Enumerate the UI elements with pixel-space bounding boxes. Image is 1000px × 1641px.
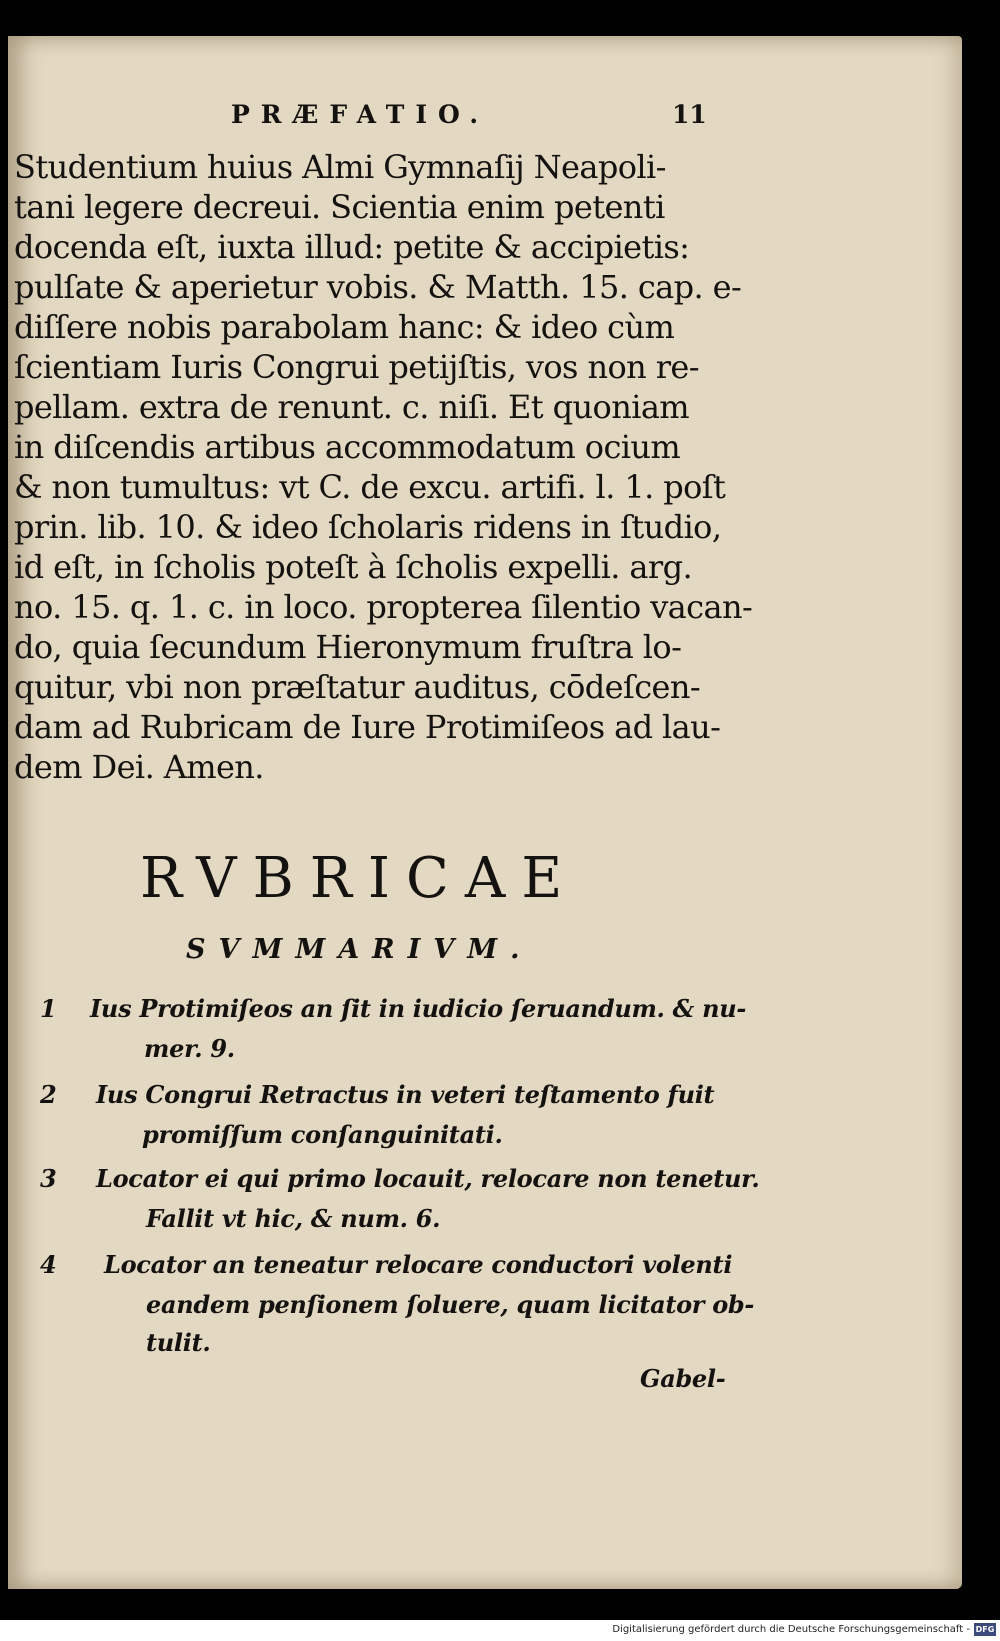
summary-item-line: Locator ei qui primo locauit, relocare non tenetur.	[96, 1164, 760, 1193]
dfg-logo: DFG	[975, 1625, 995, 1634]
body-line: diſſere nobis parabolam hanc: & ideo cùm	[14, 308, 675, 346]
summary-item-line: Ius Protimiſeos an ſit in iudicio ſeruandum. & nu-	[90, 994, 747, 1023]
running-title: PRÆFATIO.	[230, 100, 490, 129]
body-line: pellam. extra de renunt. c. niſi. Et quoniam	[14, 388, 690, 426]
summary-item-line: tulit.	[146, 1328, 211, 1357]
summary-item-line: Ius Congrui Retractus in veteri teſtamento fuit	[96, 1080, 715, 1109]
summary-item-number: 2	[40, 1080, 57, 1109]
summary-item-line: eandem penſionem ſoluere, quam licitator ob-	[146, 1290, 755, 1319]
body-line: prin. lib. 10. & ideo ſcholaris ridens in ſtudio,	[14, 508, 722, 546]
catchword: Gabel-	[640, 1364, 726, 1393]
summary-item-line: Locator an teneatur relocare conductori volenti	[104, 1250, 733, 1279]
summary-item-number: 1	[40, 994, 57, 1023]
summary-item-line: Fallit vt hic, & num. 6.	[146, 1204, 441, 1233]
body-line: dam ad Rubricam de Iure Protimiſeos ad lau-	[14, 708, 721, 746]
body-line: docenda eſt, iuxta illud: petite & accipietis:	[14, 228, 690, 266]
summary-heading: SVMMARIVM.	[186, 934, 533, 965]
body-line: Studentium huius Almi Gymnaſij Neapoli-	[14, 148, 666, 186]
summary-item-line: mer. 9.	[144, 1034, 235, 1063]
body-line: dem Dei. Amen.	[14, 748, 264, 786]
body-line: & non tumultus: vt C. de excu. artifi. l. 1. poſt	[14, 468, 726, 506]
rubric-heading: RVBRICAE	[140, 846, 579, 911]
body-line: do, quia ſecundum Hieronymum fruſtra lo-	[14, 628, 682, 666]
body-line: no. 15. q. 1. c. in loco. propterea ſilentio vacan-	[14, 588, 753, 626]
body-line: tani legere decreui. Scientia enim petenti	[14, 188, 665, 226]
body-line: pulſate & aperietur vobis. & Matth. 15. cap. e-	[14, 268, 742, 306]
summary-item-number: 3	[40, 1164, 57, 1193]
summary-item-number: 4	[40, 1250, 57, 1279]
body-line: quitur, vbi non præſtatur auditus, cōdeſcen-	[14, 668, 701, 706]
body-line: id eſt, in ſcholis poteſt à ſcholis expelli. arg.	[14, 548, 693, 586]
body-line: in diſcendis artibus accommodatum ocium	[14, 428, 681, 466]
funding-credit: Digitalisierung gefördert durch die Deutsche Forschungsgemeinschaft -	[612, 1624, 970, 1635]
summary-item-line: promiſſum conſanguinitati.	[142, 1120, 503, 1149]
page-number: 11	[672, 100, 707, 129]
running-header	[0, 100, 1000, 140]
body-line: ſcientiam Iuris Congrui petijſtis, vos non re-	[14, 348, 699, 386]
